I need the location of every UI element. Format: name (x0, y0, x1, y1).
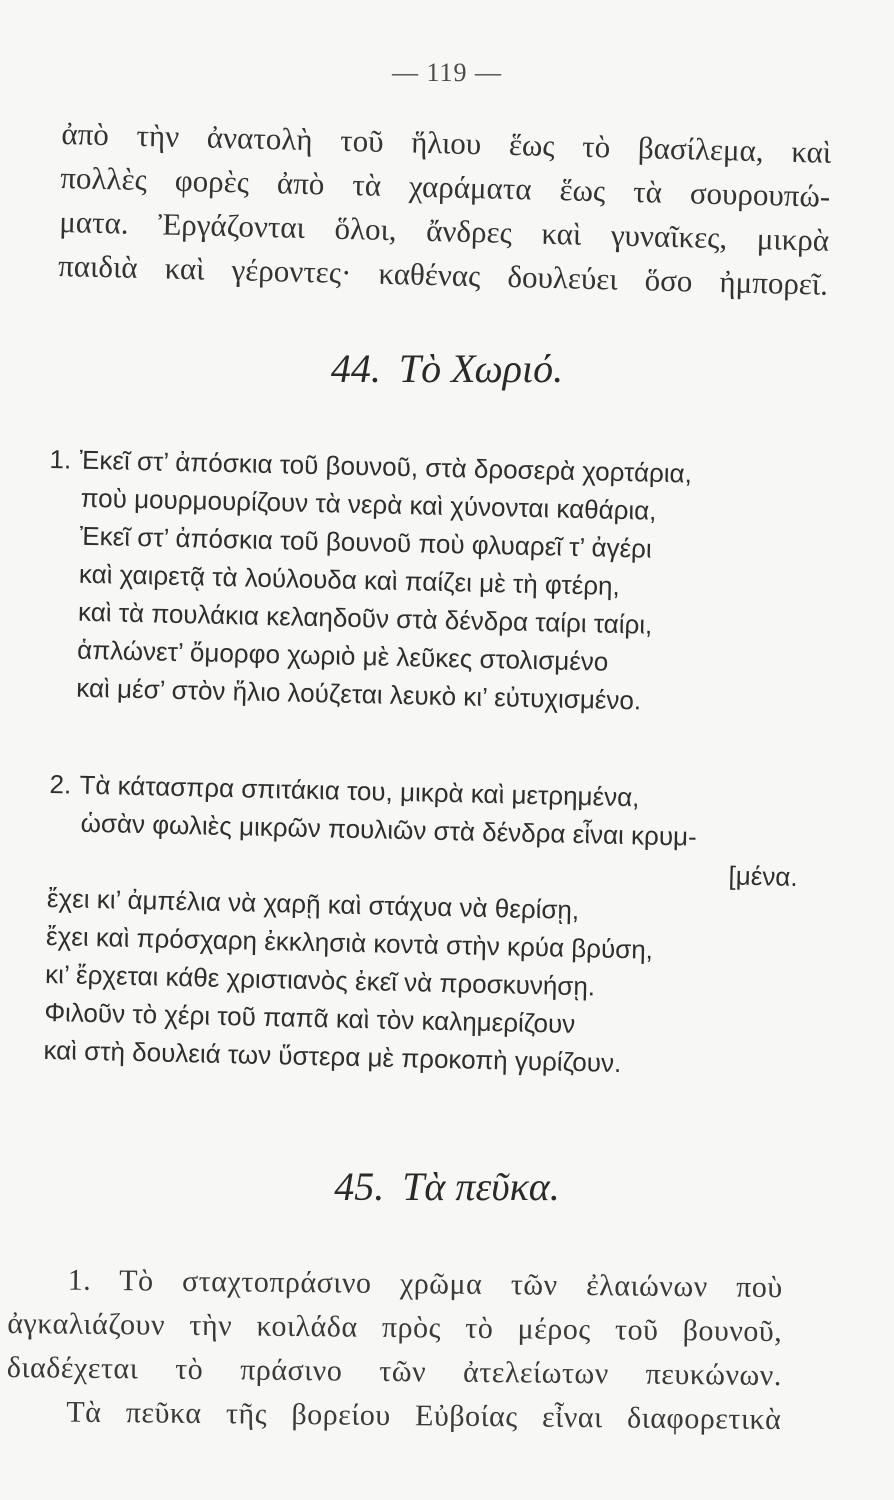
intro-line: ἀπὸ τὴν ἀνατολὴ τοῦ ἥλιου ἕως τὸ βασίλεμα, καὶ (61, 115, 832, 170)
stanza-number: 2. (49, 768, 72, 800)
poem-stanza-1 (44, 440, 840, 724)
verse-line-continuation: [μένα. (728, 860, 798, 892)
intro-line: ματα. Ἐργάζονται ὅλοι, ἄνδρες καὶ γυναῖκες, μικρὰ (58, 203, 830, 258)
verse-line: ἔχει καὶ πρόσχαρη ἐκκλησιὰ κοντὰ στὴν κρύα βρύση, (45, 920, 654, 965)
intro-line: πολλὲς φορὲς ἀπὸ τὰ χαράματα ἕως τὰ σουρουπώ- (59, 159, 831, 214)
verse-line: καὶ στὴ δουλειά των ὕστερα μὲ προκοπὴ γυρίζουν. (43, 1034, 622, 1079)
section-heading-45 (0, 1163, 894, 1210)
prose-line: ἀγκαλιάζουν τὴν κοιλάδα πρὸς τὸ μέρος τοῦ βουνοῦ, (7, 1306, 783, 1349)
intro-line: παιδιὰ καὶ γέροντες· καθένας δουλεύει ὅσο ἠμπορεῖ. (57, 247, 829, 302)
prose-line: διαδέχεται τὸ πράσινο τῶν ἀτελείωτων πευκώνων. (6, 1350, 782, 1393)
prose-paragraph (6, 1258, 783, 1442)
section-number: 44. (330, 346, 381, 391)
verse-line: Ἐκεῖ στ’ ἀπόσκια τοῦ βουνοῦ ποὺ φλυαρεῖ τ’ ἀγέρι (79, 520, 653, 564)
verse-line: ἁπλώνετ’ ὄμορφο χωριὸ μὲ λεῦκες στολισμένο (76, 634, 609, 677)
verse-line: ὡσὰν φωλιὲς μικρῶν πουλιῶν στὰ δένδρα εἶναι κρυμ- (80, 807, 698, 852)
verse-line: καὶ χαιρετᾷ τὰ λούλουδα καὶ παίζει μὲ τὴ φτέρη, (78, 558, 621, 601)
verse-line: καὶ μέσ’ στὸν ἥλιο λούζεται λευκὸ κι’ εὐτυχισμένο. (76, 672, 642, 716)
poem-stanza-2 (43, 765, 840, 1087)
verse-line: Φιλοῦν τὸ χέρι τοῦ παπᾶ καὶ τὸν καλημερίζουν (44, 996, 576, 1039)
verse-line: ποὺ μουρμουρίζουν τὰ νερὰ καὶ χύνονται καθάρια, (80, 482, 657, 526)
verse-line: Ἐκεῖ στ’ ἀπόσκια τοῦ βουνοῦ, στὰ δροσερὰ χορτάρια, (79, 444, 693, 489)
intro-paragraph (58, 112, 832, 307)
paragraph-number: 1. (67, 1263, 92, 1297)
stanza-number: 1. (49, 443, 72, 475)
verse-line: Τὰ κάτασπρα σπιτάκια του, μικρὰ καὶ μετρημένα, (79, 769, 640, 813)
verse-line: ἔχει κι’ ἀμπέλια νὰ χαρῇ καὶ στάχυα νὰ θερίσῃ, (46, 882, 580, 926)
section-title: Τὸ Χωριό. (398, 346, 564, 391)
prose-line: Τὸ σταχτοπράσινο χρῶμα τῶν ἐλαιώνων ποὺ (119, 1264, 783, 1305)
prose-line: Τὰ πεῦκα τῆς βορείου Εὐβοίας εἶναι διαφορετικὰ (66, 1395, 782, 1437)
section-number: 45. (334, 1164, 385, 1209)
page-number: — 119 — (391, 58, 503, 87)
section-title: Τὰ πεῦκα. (402, 1164, 560, 1209)
section-heading-44 (0, 345, 894, 392)
verse-line: κι’ ἔρχεται κάθε χριστιανὸς ἐκεῖ νὰ προσκυνήσῃ. (44, 958, 596, 1002)
verse-line: καὶ τὰ πουλάκια κελαηδοῦν στὰ δένδρα ταίρι ταίρι, (77, 596, 653, 640)
